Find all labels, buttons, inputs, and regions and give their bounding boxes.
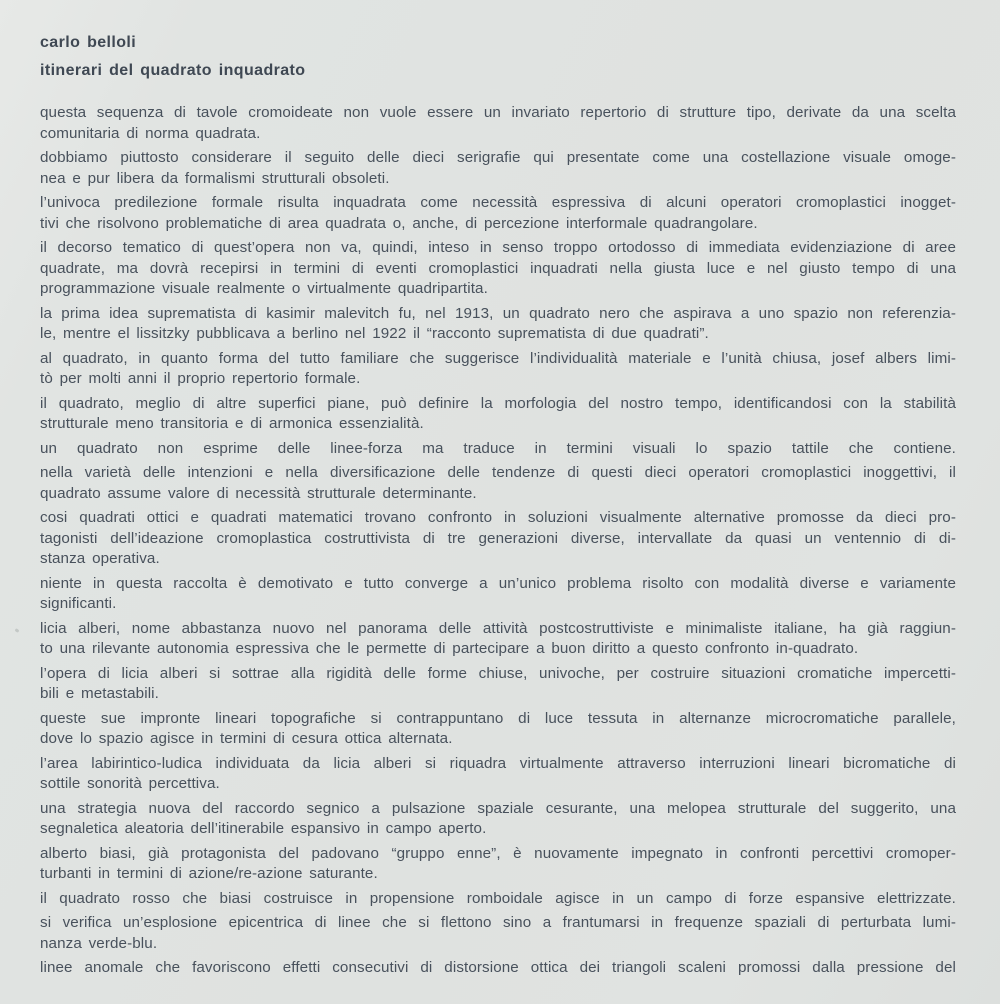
text-line: to una rilevante autonomia espressiva che le permette di partecipare a buon diritto a questo confronto in-quadrato. xyxy=(40,640,859,657)
text-line: l’area labirintico-ludica individuata da licia alberi si riquadra virtualmente attraverso interruzioni lineari bicromatiche di xyxy=(40,754,956,772)
text-line: nanza verde-blu. xyxy=(40,934,158,952)
paragraph xyxy=(40,844,956,885)
text-line: il quadrato rosso che biasi costruisce in propensione romboidale agisce in un campo di forze espansive elettrizzate. xyxy=(40,889,956,907)
text-line: programmazione visuale realmente o virtualmente quadripartita. xyxy=(40,280,488,297)
paragraph xyxy=(40,799,956,840)
text-line: nea e pur libera da formalismi strutturali obsoleti. xyxy=(40,169,390,187)
text-line: il quadrato, meglio di altre superfici piane, può definire la morfologia del nostro tempo, identificandosi con la stabilità xyxy=(40,394,956,412)
text-line: alberto biasi, già protagonista del padovano “gruppo enne”, è nuovamente impegnato in confronti percettivi cromoper- xyxy=(40,844,956,862)
paragraph xyxy=(40,958,956,979)
paragraph xyxy=(40,754,956,795)
text-line: strutturale meno transitoria e di armonica essenzialità. xyxy=(40,415,424,432)
paragraph xyxy=(40,238,956,300)
text-line: niente in questa raccolta è demotivato e tutto converge a un’unico problema risolto con modalità diverse e variamente xyxy=(40,574,956,592)
paragraphs xyxy=(40,103,956,979)
text-line: dove lo spazio agisce in termini di cesura ottica alternata. xyxy=(40,730,453,747)
paragraph xyxy=(40,103,956,144)
text-line: l’univoca predilezione formale risulta inquadrata come necessità espressiva di alcuni operatori cromoplastici inogget- xyxy=(40,194,956,211)
paragraph xyxy=(40,193,956,234)
text-line: licia alberi, nome abbastanza nuovo nel panorama delle attività postcostruttiviste e minimaliste italiane, ha già raggiun- xyxy=(40,619,956,637)
paragraph xyxy=(40,889,956,910)
paragraph xyxy=(40,619,956,660)
text-line: questa sequenza di tavole cromoideate non vuole essere un invariato repertorio di strutture tipo, derivate da una scelta xyxy=(40,104,956,121)
text-line: significanti. xyxy=(40,595,117,612)
text-line: sottile sonorità percettiva. xyxy=(40,775,220,792)
text-line: si verifica un’esplosione epicentrica di linee che si flettono sino a frantumarsi in frequenze spaziali di perturbata lumi- xyxy=(40,914,956,931)
text-line: stanza operativa. xyxy=(40,550,160,567)
text-line: dobbiamo piuttosto considerare il seguito delle dieci serigrafie qui presentate come una costellazione visuale omoge- xyxy=(40,149,956,166)
text-line: linee anomale che favoriscono effetti consecutivi di distorsione ottica dei triangoli scaleni promossi dalla pressione del xyxy=(40,959,956,976)
text-line: il decorso tematico di quest’opera non va, quindi, inteso in senso troppo ortodosso di immediata evidenziazione di aree xyxy=(40,239,956,256)
paragraph xyxy=(40,913,956,954)
paragraph xyxy=(40,439,956,460)
paragraph xyxy=(40,304,956,345)
text-line: nella varietà delle intenzioni e nella diversificazione delle tendenze di questi dieci operatori cromoplastici inoggettivi, il xyxy=(40,464,956,481)
paragraph xyxy=(40,349,956,390)
text-line: tò per molti anni il proprio repertorio formale. xyxy=(40,370,361,387)
text-line: quadrate, ma dovrà recepirsi in termini di eventi cromoplastici inquadrati nella giusta luce e nel giusto tempo di una xyxy=(40,259,956,277)
text-line: queste sue impronte lineari topografiche si contrappuntano di luce tessuta in alternanze microcromatiche parallele, xyxy=(40,709,956,727)
text-line: l’opera di licia alberi si sottrae alla rigidità delle forme chiuse, univoche, per costruire situazioni cromatiche impercetti- xyxy=(40,664,956,682)
text-line: un quadrato non esprime delle linee-forza ma traduce in termini visuali lo spazio tattile che contiene. xyxy=(40,439,956,457)
paragraph xyxy=(40,709,956,750)
text-line: comunitaria di norma quadrata. xyxy=(40,124,261,142)
paragraph xyxy=(40,508,956,570)
text-line: tivi che risolvono problematiche di area quadrata o, anche, di percezione interformale quadrangolare. xyxy=(40,214,758,232)
text-line: cosi quadrati ottici e quadrati matematici trovano confronto in soluzioni visualmente alternative promosse da dieci pro- xyxy=(40,509,956,526)
text-line: una strategia nuova del raccordo segnico a pulsazione spaziale cesurante, una melopea strutturale del suggerito, una xyxy=(40,799,956,817)
page-title: itinerari del quadrato inquadrato xyxy=(40,62,306,79)
text-line: al quadrato, in quanto forma del tutto familiare che suggerisce l’individualità materiale e l’unità chiusa, josef albers limi- xyxy=(40,349,956,367)
paragraph xyxy=(40,394,956,435)
text-line: bili e metastabili. xyxy=(40,685,159,702)
paragraph xyxy=(40,574,956,615)
text-line: turbanti in termini di azione/re-azione saturante. xyxy=(40,865,378,882)
text-line: segnaletica aleatoria dell’itinerabile espansivo in campo aperto. xyxy=(40,820,487,837)
text-line: le, mentre el lissitzky pubblicava a berlino nel 1922 il “racconto suprematista di due quadrati”. xyxy=(40,325,709,342)
text-line: tagonisti dell’ideazione cromoplastica costruttivista di tre generazioni diverse, intervallate da quasi un ventennio di di- xyxy=(40,529,956,547)
text-line: la prima idea suprematista di kasimir malevitch fu, nel 1913, un quadrato nero che aspirava a uno spazio non referenzia- xyxy=(40,304,956,322)
text-line: quadrato assume valore di necessità strutturale determinante. xyxy=(40,484,477,502)
author-name: carlo belloli xyxy=(40,34,137,51)
paragraph xyxy=(40,463,956,504)
paragraph xyxy=(40,148,956,189)
paragraph xyxy=(40,664,956,705)
